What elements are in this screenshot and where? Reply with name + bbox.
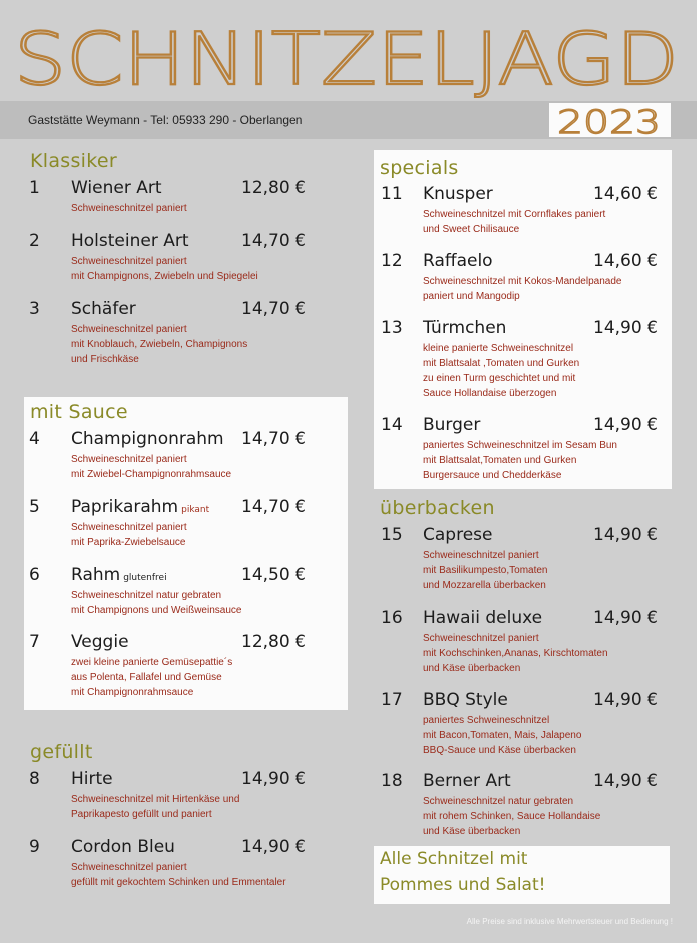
item-number: 7 xyxy=(29,632,40,652)
item-tag-glutenfrei: glutenfrei xyxy=(123,573,167,583)
item-name: Wiener Art xyxy=(71,178,162,198)
item-price: 12,80 € xyxy=(241,178,306,198)
menu-title-text: SCHNITZELJAGD xyxy=(14,18,679,98)
item-price: 14,90 € xyxy=(593,318,658,338)
item-number: 13 xyxy=(381,318,403,338)
item-description: Schweineschnitzel paniert mit Basilikumpesto,Tomaten und Mozzarella überbacken xyxy=(423,550,548,591)
item-price: 14,90 € xyxy=(593,415,658,435)
item-price: 14,90 € xyxy=(593,608,658,628)
item-number: 12 xyxy=(381,251,403,271)
sides-note-line1: Alle Schnitzel mit xyxy=(380,849,528,869)
item-number: 8 xyxy=(29,769,40,789)
item-price: 14,70 € xyxy=(241,429,306,449)
item-name: Cordon Bleu xyxy=(71,837,175,857)
section-mit-sauce: mit Sauce xyxy=(30,401,128,423)
item-price: 14,70 € xyxy=(241,497,306,517)
year-text: 2023 xyxy=(557,103,661,137)
item-number: 3 xyxy=(29,299,40,319)
item-name: Raffaelo xyxy=(423,251,493,271)
item-number: 2 xyxy=(29,231,40,251)
item-price: 14,70 € xyxy=(241,299,306,319)
item-number: 16 xyxy=(381,608,403,628)
item-description: paniertes Schweineschnitzel im Sesam Bun mit Blattsalat,Tomaten und Gurken Burgersauce und Chedderkäse xyxy=(423,440,617,481)
item-name: Veggie xyxy=(71,632,129,652)
item-name: Holsteiner Art xyxy=(71,231,189,251)
item-name: Burger xyxy=(423,415,481,435)
section-ueberbacken: überbacken xyxy=(380,497,495,519)
item-description: paniertes Schweineschnitzel mit Bacon,Tomaten, Mais, Jalapeno BBQ-Sauce und Käse überbacken xyxy=(423,715,582,756)
item-description: Schweineschnitzel paniert mit Paprika-Zwiebelsauce xyxy=(71,522,187,548)
item-description: Schweineschnitzel mit Kokos-Mandelpanade paniert und Mangodip xyxy=(423,276,622,302)
item-description: Schweineschnitzel paniert mit Kochschinken,Ananas, Kirschtomaten und Käse überbacken xyxy=(423,633,608,674)
item-price: 14,90 € xyxy=(593,771,658,791)
year-badge xyxy=(549,103,671,137)
item-description: Schweineschnitzel natur gebraten mit Champignons und Weißweinsauce xyxy=(71,590,242,616)
item-number: 17 xyxy=(381,690,403,710)
item-description: Schweineschnitzel paniert mit Zwiebel-Champignonrahmsauce xyxy=(71,454,232,480)
item-name-text: Paprikarahm xyxy=(71,497,179,517)
section-specials: specials xyxy=(380,157,459,179)
contact-line: Gaststätte Weymann - Tel: 05933 290 - Oberlangen xyxy=(28,113,303,127)
item-description: Schweineschnitzel mit Hirtenkäse und Paprikapesto gefüllt und paniert xyxy=(71,794,240,820)
item-number: 1 xyxy=(29,178,40,198)
item-name: Champignonrahm xyxy=(71,429,224,449)
item-name: Berner Art xyxy=(423,771,511,791)
item-number: 11 xyxy=(381,184,403,204)
item-price: 14,70 € xyxy=(241,231,306,251)
item-name: Schäfer xyxy=(71,299,136,319)
item-price: 12,80 € xyxy=(241,632,306,652)
item-description: Schweineschnitzel natur gebraten mit rohem Schinken, Sauce Hollandaise und Käse überbacken xyxy=(423,796,601,837)
item-number: 6 xyxy=(29,565,40,585)
item-description: Schweineschnitzel paniert mit Champignons, Zwiebeln und Spiegelei xyxy=(71,256,258,282)
item-description: Schweineschnitzel mit Cornflakes paniert und Sweet Chilisauce xyxy=(423,209,606,235)
item-number: 9 xyxy=(29,837,40,857)
menu-title xyxy=(14,18,684,98)
item-description: Schweineschnitzel paniert xyxy=(71,203,187,214)
item-name: Hirte xyxy=(71,769,113,789)
item-number: 15 xyxy=(381,525,403,545)
item-number: 4 xyxy=(29,429,40,449)
item-name xyxy=(71,497,209,517)
item-number: 5 xyxy=(29,497,40,517)
item-name: Caprese xyxy=(423,525,493,545)
section-klassiker: Klassiker xyxy=(30,150,117,172)
item-price: 14,50 € xyxy=(241,565,306,585)
item-price: 14,90 € xyxy=(241,837,306,857)
item-name xyxy=(71,565,167,585)
item-description: zwei kleine panierte Gemüsepattie´s aus Polenta, Fallafel und Gemüse mit Champignonrahmsauce xyxy=(71,657,233,698)
year-graphic xyxy=(549,103,671,137)
item-name: Knusper xyxy=(423,184,493,204)
item-price: 14,60 € xyxy=(593,251,658,271)
menu-title-graphic xyxy=(14,18,684,98)
sides-note xyxy=(374,846,670,904)
section-gefuellt: gefüllt xyxy=(30,741,93,763)
item-name: Türmchen xyxy=(423,318,507,338)
item-price: 14,90 € xyxy=(593,690,658,710)
item-price: 14,60 € xyxy=(593,184,658,204)
sides-note-line2: Pommes und Salat! xyxy=(380,875,546,895)
item-description: Schweineschnitzel paniert mit Knoblauch, Zwiebeln, Champignons und Frischkäse xyxy=(71,324,248,365)
item-price: 14,90 € xyxy=(593,525,658,545)
item-number: 14 xyxy=(381,415,403,435)
item-name-text: Rahm xyxy=(71,565,121,585)
price-footnote: Alle Preise sind inklusive Mehrwertsteuer und Bedienung ! xyxy=(466,917,673,926)
item-tag-pikant: pikant xyxy=(181,505,210,515)
item-description: kleine panierte Schweineschnitzel mit Blattsalat ,Tomaten und Gurken zu einen Turm geschichtet und mit Sauce Hollandaise überzogen xyxy=(423,343,580,399)
item-description: Schweineschnitzel paniert gefüllt mit gekochtem Schinken und Emmentaler xyxy=(71,862,286,888)
item-price: 14,90 € xyxy=(241,769,306,789)
item-number: 18 xyxy=(381,771,403,791)
item-name: Hawaii deluxe xyxy=(423,608,543,628)
item-name: BBQ Style xyxy=(423,690,508,710)
